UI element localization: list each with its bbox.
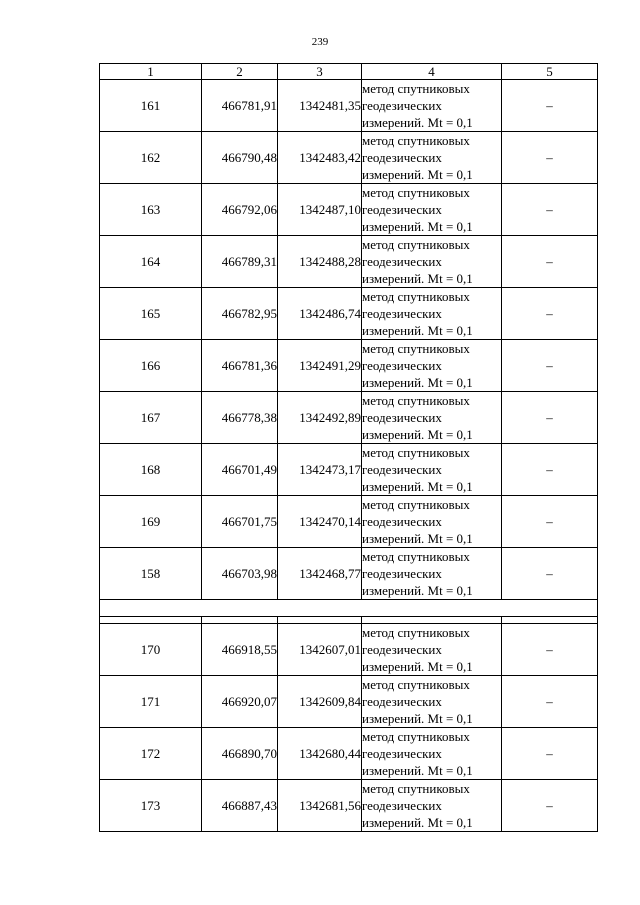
x-coordinate-cell: 466703,98 bbox=[202, 548, 278, 600]
y-coordinate-cell: 1342470,14 bbox=[278, 496, 362, 548]
method-cell bbox=[362, 624, 502, 676]
header-cell-4: 4 bbox=[362, 64, 502, 80]
y-coordinate-cell: 1342609,84 bbox=[278, 676, 362, 728]
point-number-cell: 158 bbox=[100, 548, 202, 600]
method-line: геодезических bbox=[362, 358, 442, 373]
point-number-cell: 169 bbox=[100, 496, 202, 548]
y-coordinate-cell: 1342481,35 bbox=[278, 80, 362, 132]
note-cell: – bbox=[502, 780, 598, 832]
x-coordinate-cell: 466778,38 bbox=[202, 392, 278, 444]
method-line: геодезических bbox=[362, 462, 442, 477]
header-row bbox=[100, 64, 598, 80]
method-line: метод спутниковых bbox=[362, 625, 470, 640]
method-cell bbox=[362, 548, 502, 600]
note-cell: – bbox=[502, 392, 598, 444]
x-coordinate-cell: 466701,75 bbox=[202, 496, 278, 548]
header-cell-2: 2 bbox=[202, 64, 278, 80]
point-number-cell: 167 bbox=[100, 392, 202, 444]
note-cell: – bbox=[502, 288, 598, 340]
header-cell-5: 5 bbox=[502, 64, 598, 80]
note-cell: – bbox=[502, 80, 598, 132]
header-cell-1: 1 bbox=[100, 64, 202, 80]
table-row bbox=[100, 780, 598, 832]
method-line: измерений. Mt = 0,1 bbox=[362, 323, 473, 338]
note-cell: – bbox=[502, 132, 598, 184]
x-coordinate-cell: 466782,95 bbox=[202, 288, 278, 340]
y-coordinate-cell: 1342473,17 bbox=[278, 444, 362, 496]
method-cell bbox=[362, 236, 502, 288]
header-cell-3: 3 bbox=[278, 64, 362, 80]
y-coordinate-cell: 1342492,89 bbox=[278, 392, 362, 444]
gap-row bbox=[100, 617, 598, 624]
note-cell: – bbox=[502, 548, 598, 600]
method-cell bbox=[362, 288, 502, 340]
x-coordinate-cell: 466792,06 bbox=[202, 184, 278, 236]
method-line: метод спутниковых bbox=[362, 497, 470, 512]
table-row bbox=[100, 340, 598, 392]
separator-row bbox=[100, 600, 598, 617]
method-cell bbox=[362, 392, 502, 444]
x-coordinate-cell: 466918,55 bbox=[202, 624, 278, 676]
table-row bbox=[100, 624, 598, 676]
table-row bbox=[100, 548, 598, 600]
method-line: геодезических bbox=[362, 410, 442, 425]
method-line: измерений. Mt = 0,1 bbox=[362, 479, 473, 494]
method-cell bbox=[362, 728, 502, 780]
page-number: 239 bbox=[311, 36, 329, 48]
x-coordinate-cell: 466701,49 bbox=[202, 444, 278, 496]
method-line: геодезических bbox=[362, 202, 442, 217]
method-line: метод спутниковых bbox=[362, 289, 470, 304]
method-cell bbox=[362, 132, 502, 184]
method-line: геодезических bbox=[362, 798, 442, 813]
x-coordinate-cell: 466920,07 bbox=[202, 676, 278, 728]
gap-cell bbox=[362, 617, 502, 624]
point-number-cell: 163 bbox=[100, 184, 202, 236]
gap-cell bbox=[278, 617, 362, 624]
method-line: геодезических bbox=[362, 642, 442, 657]
table-row bbox=[100, 184, 598, 236]
method-line: метод спутниковых bbox=[362, 729, 470, 744]
method-line: измерений. Mt = 0,1 bbox=[362, 583, 473, 598]
y-coordinate-cell: 1342607,01 bbox=[278, 624, 362, 676]
x-coordinate-cell: 466790,48 bbox=[202, 132, 278, 184]
table-row bbox=[100, 236, 598, 288]
method-cell bbox=[362, 496, 502, 548]
note-cell: – bbox=[502, 444, 598, 496]
coordinates-table bbox=[99, 63, 598, 832]
x-coordinate-cell: 466781,36 bbox=[202, 340, 278, 392]
table-row bbox=[100, 288, 598, 340]
method-line: геодезических bbox=[362, 514, 442, 529]
method-line: метод спутниковых bbox=[362, 781, 470, 796]
y-coordinate-cell: 1342488,28 bbox=[278, 236, 362, 288]
method-line: геодезических bbox=[362, 566, 442, 581]
note-cell: – bbox=[502, 624, 598, 676]
x-coordinate-cell: 466887,43 bbox=[202, 780, 278, 832]
method-line: измерений. Mt = 0,1 bbox=[362, 115, 473, 130]
note-cell: – bbox=[502, 340, 598, 392]
x-coordinate-cell: 466890,70 bbox=[202, 728, 278, 780]
method-line: геодезических bbox=[362, 150, 442, 165]
method-line: геодезических bbox=[362, 254, 442, 269]
x-coordinate-cell: 466781,91 bbox=[202, 80, 278, 132]
method-line: геодезических bbox=[362, 306, 442, 321]
point-number-cell: 171 bbox=[100, 676, 202, 728]
point-number-cell: 170 bbox=[100, 624, 202, 676]
table-row bbox=[100, 80, 598, 132]
y-coordinate-cell: 1342468,77 bbox=[278, 548, 362, 600]
table-row bbox=[100, 392, 598, 444]
method-cell bbox=[362, 780, 502, 832]
point-number-cell: 161 bbox=[100, 80, 202, 132]
table-row bbox=[100, 132, 598, 184]
x-coordinate-cell: 466789,31 bbox=[202, 236, 278, 288]
note-cell: – bbox=[502, 728, 598, 780]
gap-cell bbox=[202, 617, 278, 624]
method-line: метод спутниковых bbox=[362, 237, 470, 252]
separator-cell bbox=[100, 600, 598, 617]
table-body-group-2 bbox=[100, 624, 598, 832]
note-cell: – bbox=[502, 676, 598, 728]
method-cell bbox=[362, 184, 502, 236]
table-row bbox=[100, 496, 598, 548]
y-coordinate-cell: 1342483,42 bbox=[278, 132, 362, 184]
point-number-cell: 164 bbox=[100, 236, 202, 288]
gap-cell bbox=[100, 617, 202, 624]
method-line: геодезических bbox=[362, 694, 442, 709]
gap-cell bbox=[502, 617, 598, 624]
method-line: метод спутниковых bbox=[362, 549, 470, 564]
method-line: измерений. Mt = 0,1 bbox=[362, 711, 473, 726]
table-row bbox=[100, 728, 598, 780]
note-cell: – bbox=[502, 236, 598, 288]
method-line: метод спутниковых bbox=[362, 185, 470, 200]
point-number-cell: 168 bbox=[100, 444, 202, 496]
method-line: измерений. Mt = 0,1 bbox=[362, 659, 473, 674]
point-number-cell: 162 bbox=[100, 132, 202, 184]
y-coordinate-cell: 1342487,10 bbox=[278, 184, 362, 236]
note-cell: – bbox=[502, 496, 598, 548]
y-coordinate-cell: 1342680,44 bbox=[278, 728, 362, 780]
point-number-cell: 165 bbox=[100, 288, 202, 340]
method-line: измерений. Mt = 0,1 bbox=[362, 531, 473, 546]
table-group-separator bbox=[100, 600, 598, 624]
y-coordinate-cell: 1342486,74 bbox=[278, 288, 362, 340]
method-line: геодезических bbox=[362, 98, 442, 113]
method-line: метод спутниковых bbox=[362, 81, 470, 96]
point-number-cell: 173 bbox=[100, 780, 202, 832]
method-line: измерений. Mt = 0,1 bbox=[362, 763, 473, 778]
table-body-group-1 bbox=[100, 80, 598, 600]
method-line: метод спутниковых bbox=[362, 445, 470, 460]
method-cell bbox=[362, 340, 502, 392]
point-number-cell: 166 bbox=[100, 340, 202, 392]
method-cell bbox=[362, 676, 502, 728]
method-line: геодезических bbox=[362, 746, 442, 761]
method-line: измерений. Mt = 0,1 bbox=[362, 167, 473, 182]
method-line: измерений. Mt = 0,1 bbox=[362, 271, 473, 286]
method-line: измерений. Mt = 0,1 bbox=[362, 427, 473, 442]
method-line: метод спутниковых bbox=[362, 133, 470, 148]
table-row bbox=[100, 676, 598, 728]
method-cell bbox=[362, 444, 502, 496]
method-line: метод спутниковых bbox=[362, 341, 470, 356]
y-coordinate-cell: 1342681,56 bbox=[278, 780, 362, 832]
table-row bbox=[100, 444, 598, 496]
table-header bbox=[100, 64, 598, 80]
method-line: измерений. Mt = 0,1 bbox=[362, 815, 473, 830]
method-line: метод спутниковых bbox=[362, 393, 470, 408]
method-cell bbox=[362, 80, 502, 132]
method-line: измерений. Mt = 0,1 bbox=[362, 375, 473, 390]
note-cell: – bbox=[502, 184, 598, 236]
point-number-cell: 172 bbox=[100, 728, 202, 780]
method-line: измерений. Mt = 0,1 bbox=[362, 219, 473, 234]
y-coordinate-cell: 1342491,29 bbox=[278, 340, 362, 392]
method-line: метод спутниковых bbox=[362, 677, 470, 692]
